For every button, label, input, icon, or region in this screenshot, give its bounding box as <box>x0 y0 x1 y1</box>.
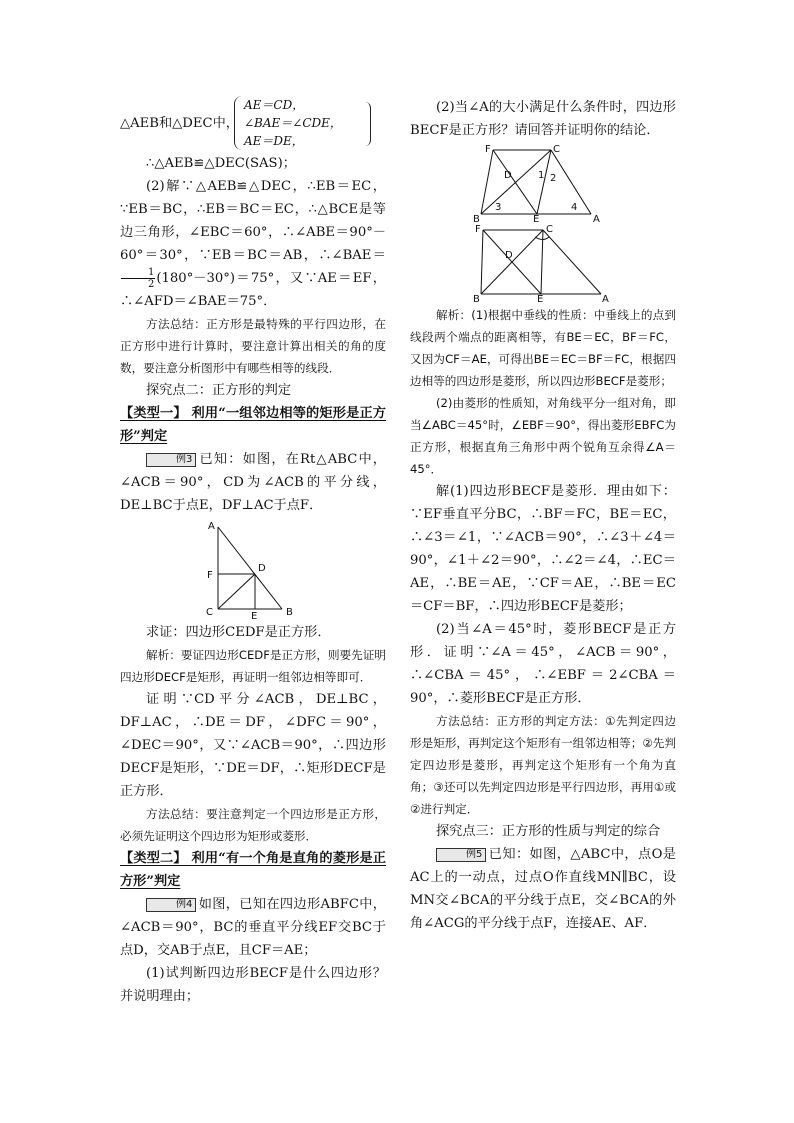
type1-label: 【类型一】 利用“一组邻边相等的矩形是正方形”判定 <box>120 406 386 444</box>
analysis-3: 解析：要证四边形CEDF是正方形，则要先证明四边形DECF是矩形，再证明一组邻边相等即可． <box>120 648 386 684</box>
label-1: 1 <box>538 170 545 181</box>
part2-c: (180 <box>156 271 187 286</box>
fraction-numerator: 1 <box>121 267 155 279</box>
side-ca <box>543 230 601 294</box>
system-line: AE＝DE， <box>244 134 304 148</box>
method-summary-3: 方法总结：正方形的判定方法：①先判定四边形是矩形，再判定这个矩形有一组邻边相等；②先判定四边形是菱形，再判定这个矩形有一个角为直角；③还可以先判定四边形是平行四边形，再用①或②进行判定． <box>410 714 676 816</box>
label-e: E <box>537 294 544 302</box>
example-5 <box>410 843 676 935</box>
label-b: B <box>286 607 293 618</box>
example-badge: 例3 <box>146 453 196 467</box>
label-b: B <box>473 214 480 222</box>
system-line: ∠BAE＝∠CDE， <box>244 116 342 130</box>
label-c: C <box>206 607 213 618</box>
label-d: D <box>505 250 513 261</box>
analysis-4: 解析：(1)根据中垂线的性质：中垂线上的点到线段两个端点的距离相等，有BE＝EC，BF＝FC，又因为CF＝AE，可得出BE＝EC＝BF＝FC，根据四边相等的四边形是菱形，所以四边形BECF是菱形； <box>410 308 676 388</box>
part2-a: (2)解∵△AEB≌△DEC，∴EB＝EC，∵EB＝BC，∴EB＝BC＝EC，∴△BCE是等边三角形，∠EBC＝60°，∴∠ABE＝90°－60 <box>120 179 386 263</box>
type1-heading <box>120 402 386 448</box>
label-e: E <box>251 611 258 619</box>
figure-square <box>473 224 613 302</box>
label-a: A <box>593 214 600 222</box>
analysis-4b: (2)由菱形的性质知，对角线平分一组对角，即当∠ABC＝45°时，∠EBF＝90°，得出菱形EBFC为正方形，根据直角三角形中两个锐角互余得∠A＝45°． <box>410 396 676 476</box>
figure-rhombus <box>473 144 613 222</box>
section-heading-3: 探究点三：正方形的性质与判定的综合 <box>436 824 661 839</box>
question-1: (1)试判断四边形BECF是什么四边形？并说明理由； <box>120 966 386 1004</box>
section-heading-2: 探究点二：正方形的判定 <box>146 383 292 398</box>
type2-heading <box>120 847 386 893</box>
side-ab <box>218 527 282 609</box>
solution-1: 解(1)四边形BECF是菱形．理由如下：∵EF垂直平分BC，∴BF＝FC，BE＝EC，∴∠3＝∠1，∵∠ACB＝90°，∴∠3＋∠4＝90°，∠1＋∠2＝90°，∴∠2＝∠4，∴EC＝AE，∴BE＝AE，∵CF＝AE，∴BE＝EC＝CF＝BF，∴四边形BECF是菱形； <box>410 484 676 614</box>
system-lines <box>244 96 342 150</box>
example-badge: 例5 <box>436 848 486 862</box>
type2-label: 【类型二】 利用“有一个角是直角的菱形是正方形”判定 <box>120 851 386 889</box>
method-summary-1: 方法总结：正方形是最特殊的平行四边形，在正方形中进行计算时，要注意计算出相关的角的度数，要注意分析图形中有哪些相等的线段． <box>120 317 386 375</box>
system-line: AE＝CD， <box>244 98 305 112</box>
label-4: 4 <box>571 202 578 213</box>
label-f: F <box>475 224 481 235</box>
label-2: 2 <box>550 173 557 184</box>
label-a: A <box>602 294 609 302</box>
fraction-denominator: 2 <box>148 279 155 290</box>
right-column <box>410 96 676 935</box>
label-d: D <box>258 563 266 574</box>
label-d: D <box>504 170 512 181</box>
part2-b: °＝30°，∵EB＝BC＝AB，∴∠BAE＝ <box>136 248 386 263</box>
example-4 <box>120 893 386 962</box>
left-column <box>120 96 386 1008</box>
conclusion-line: ∴△AEB≌△DEC(SAS)； <box>146 156 296 171</box>
part2-text <box>120 175 386 313</box>
label-c: C <box>553 144 560 155</box>
example-3-text: 已知：如图，在Rt△ABC中，∠ACB＝90°，CD为∠ACB的平分线，DE⊥BC于点E，DF⊥AC于点F． <box>120 452 386 513</box>
label-3: 3 <box>495 202 502 213</box>
label-a: A <box>208 521 215 532</box>
proof-3: 证明∵CD平分∠ACB，DE⊥BC，DF⊥AC，∴DE＝DF，∠DFC＝90°，∠DEC＝90°，又∵∠ACB＝90°，∴四边形DECF是矩形，∵DE＝DF，∴矩形DECF是正方形． <box>120 692 386 799</box>
example-badge: 例4 <box>146 898 196 912</box>
congruence-system <box>120 96 386 152</box>
figure-right-triangle <box>198 519 308 619</box>
label-f: F <box>485 144 491 155</box>
prove-statement: 求证：四边形CEDF是正方形． <box>146 625 331 640</box>
part2-d: °－30°)＝75°，又∵AE＝EF，∴∠AFD＝∠BAE＝75°． <box>120 271 386 309</box>
label-c: C <box>546 224 553 235</box>
side-fb <box>481 230 483 294</box>
angle-mark <box>535 237 549 240</box>
bisector-cd <box>218 574 255 609</box>
label-f: F <box>207 570 213 581</box>
label-b: B <box>473 294 480 302</box>
left-brace <box>234 96 243 150</box>
example-3 <box>120 448 386 517</box>
example-4-text: 如图，已知在四边形ABFC中，∠ACB＝90°，BC的垂直平分线EF交BC于点D，交AB于点E，且CF＝AE； <box>120 897 386 958</box>
segment-ce <box>537 150 551 214</box>
proof-lead: △AEB和△DEC中， <box>120 116 239 131</box>
fraction <box>121 267 155 290</box>
diagonal-fe <box>483 230 541 294</box>
label-e: E <box>533 214 540 222</box>
question-2: (2)当∠A的大小满足什么条件时，四边形BECF是正方形？请回答并证明你的结论． <box>410 100 676 138</box>
example-5-text: 已知：如图，△ABC中，点O是AC上的一动点，过点O作直线MN∥BC，设MN交∠BCA的平分线于点E，交∠BCA的外角∠ACG的平分线于点F，连接AE、AF． <box>410 847 676 931</box>
right-paren <box>364 102 371 146</box>
solution-2: (2)当∠A＝45°时，菱形BECF是正方形．证明∵∠A＝45°，∠ACB＝90°，∴∠CBA＝45°，∴∠EBF＝2∠CBA＝90°，∴菱形BECF是正方形． <box>410 622 676 706</box>
method-summary-2: 方法总结：要注意判定一个四边形是正方形，必须先证明这个四边形为矩形或菱形． <box>120 807 386 843</box>
